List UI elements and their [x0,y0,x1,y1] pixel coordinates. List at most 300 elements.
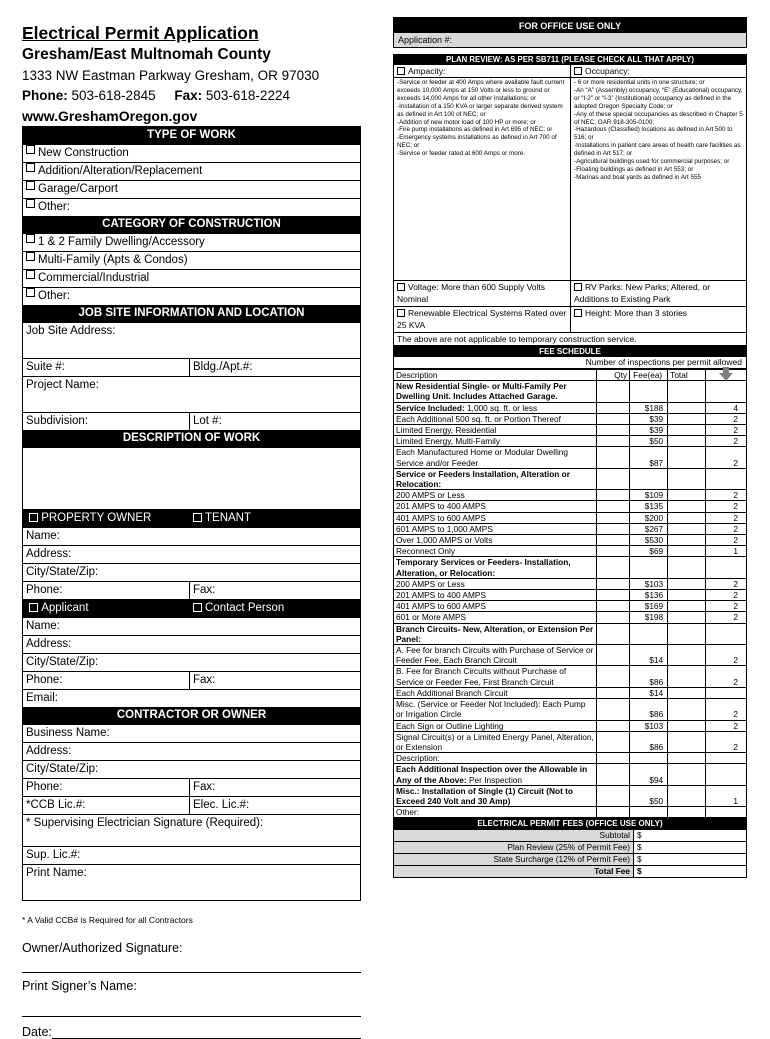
fee-each: $169 [630,601,668,612]
print-signer-line[interactable] [22,1003,361,1017]
fee-qty[interactable] [597,720,630,731]
surcharge-row: State Surcharge (12% of Permit Fee) $ [394,854,747,866]
subtotal-row: Subtotal $ [394,830,747,842]
fee-total[interactable] [668,402,706,413]
fee-total[interactable] [668,381,706,402]
tenant-option[interactable]: TENANT [190,510,360,527]
category-heading: CATEGORY OF CONSTRUCTION [23,216,360,233]
fee-each: $200 [630,512,668,523]
subdivision-field[interactable]: Subdivision: [26,413,190,430]
fee-qty[interactable] [597,590,630,601]
fee-description-bold: Service Included: [396,402,465,413]
fee-total[interactable] [668,535,706,546]
fee-total[interactable] [668,764,706,785]
inspections-allowed: 2 [706,578,747,589]
inspections-allowed: 2 [706,512,747,523]
fee-row [394,468,747,489]
contact-numbers [22,86,361,106]
fee-description: A. Fee for branch Circuits with Purchase of Service or Feeder Fee, Each Branch Circuit [394,645,597,666]
fee-description: Description: [394,753,597,764]
owner-name-field[interactable]: Name: [23,527,360,545]
fee-total[interactable] [668,785,706,806]
fee-row [394,523,747,534]
suite-row [23,358,360,376]
type-of-work-heading: TYPE OF WORK [23,127,360,144]
fee-total[interactable] [668,512,706,523]
inspections-allowed: 2 [706,699,747,720]
fee-row [394,720,747,731]
fee-total[interactable] [668,490,706,501]
renewable-row [393,307,747,333]
fee-each [630,381,668,402]
plan-review-note: The above are not applicable to temporary construction service. [393,333,747,346]
contractor-fax-field[interactable]: Fax: [193,781,216,793]
fee-rows [394,381,747,818]
fee-qty[interactable] [597,381,630,402]
fee-qty[interactable] [597,490,630,501]
fee-row [394,612,747,623]
inspections-allowed [706,807,747,818]
col-inspections [706,370,747,381]
office-section [393,17,747,878]
fee-description: Service Included: 1,000 sq. ft. or less [394,402,597,413]
checkbox[interactable] [26,181,35,190]
inspections-allowed: 2 [706,523,747,534]
fee-description: B. Fee for Branch Circuits without Purchase of Service or Feeder Fee, First Branch Circuit [394,666,597,687]
fee-description: Limited Energy, Residential [394,425,597,436]
renewable-option[interactable]: Renewable Electrical Systems Rated over 25 KVA [397,308,567,330]
type-addition[interactable]: Addition/Alteration/Replacement [23,162,360,180]
inspections-allowed: 2 [706,413,747,424]
total-value[interactable]: $ [634,866,747,878]
date-row [22,1025,361,1039]
owner-signature-label: Owner/Authorized Signature: [22,941,183,955]
type-garage[interactable]: Garage/Carport [23,180,360,198]
voltage-option[interactable]: Voltage: More than 600 Supply Volts Nominal [397,282,546,304]
permit-fees-table [393,829,747,878]
fee-qty[interactable] [597,666,630,687]
license-row [23,796,360,814]
fee-qty[interactable] [597,764,630,785]
inspections-allowed: 1 [706,785,747,806]
inspections-allowed: 2 [706,490,747,501]
checkbox[interactable] [29,513,38,522]
fee-each: $530 [630,535,668,546]
occupancy-option[interactable]: Occupancy: [570,65,746,77]
fee-row [394,601,747,612]
ampacity-option[interactable]: Ampacity: [394,65,570,77]
fee-row [394,807,747,818]
inspections-allowed: 2 [706,436,747,447]
job-site-heading: JOB SITE INFORMATION AND LOCATION [23,305,360,322]
ccb-note: * A Valid CCB# is Required for all Contractors [22,915,193,925]
fee-total[interactable] [668,699,706,720]
contractor-address-field[interactable]: Address: [23,742,360,760]
fee-total[interactable] [668,413,706,424]
plan-review-criteria [393,78,747,281]
checkbox[interactable] [397,67,405,75]
fee-row [394,764,747,785]
ampacity-item: -Addition of new motor load of 100 HP or more; or [397,118,536,126]
plan-review-header-row [393,65,747,78]
application-number-field[interactable]: Application #: [393,33,747,48]
business-name-field[interactable]: Business Name: [23,724,360,742]
fee-description: 601 or More AMPS [394,612,597,623]
occupancy-item: -Any of these special occupancies as described in Chapter 5 of NEC, OAR 918-305-0100; [574,110,743,126]
owner-fax-field[interactable]: Fax: [193,584,216,596]
checkbox[interactable] [26,270,35,279]
bldg-field[interactable]: Bldg./Apt.#: [193,361,253,373]
inspections-allowed [706,381,747,402]
category-family[interactable]: 1 & 2 Family Dwelling/Accessory [23,233,360,251]
fee-each: $86 [630,666,668,687]
contractor-phone-row [23,778,360,796]
fee-each [630,753,668,764]
sup-license-field[interactable]: Sup. Lic.#: [23,846,360,864]
inspections-allowed: 2 [706,612,747,623]
fee-qty[interactable] [597,425,630,436]
ccb-license-field[interactable]: *CCB Lic.#: [26,797,190,814]
fee-total[interactable] [668,687,706,698]
project-name-field[interactable]: Project Name: [23,376,360,412]
inspections-note: Number of inspections per permit allowed [393,357,747,369]
fee-total[interactable] [668,523,706,534]
fee-total[interactable] [668,753,706,764]
rv-parks-option[interactable]: RV Parks: New Parks; Altered, or Additions to Existing Park [570,281,746,306]
col-fee: Fee(ea) [630,370,668,381]
fee-row [394,687,747,698]
fee-each [630,468,668,489]
fee-each [630,623,668,644]
checkbox[interactable] [26,252,35,261]
fee-description: 401 AMPS to 600 AMPS [394,601,597,612]
date-line[interactable] [52,1025,361,1039]
fee-description: Each Additional Branch Circuit [394,687,597,698]
contractor-city-field[interactable]: City/State/Zip: [23,760,360,778]
inspections-allowed [706,764,747,785]
owner-signature-line[interactable] [22,959,361,973]
fee-total[interactable] [668,731,706,752]
occupancy-criteria [570,78,746,280]
checkbox[interactable] [29,603,38,612]
fee-description: Branch Circuits- New, Alteration, or Extension Per Panel: [394,623,597,644]
fee-each [630,557,668,578]
plan-review-value[interactable]: $ [634,842,747,854]
fee-qty[interactable] [597,557,630,578]
voltage-row [393,281,747,307]
inspections-allowed: 2 [706,731,747,752]
fee-qty[interactable] [597,687,630,698]
fee-description: Other: [394,807,597,818]
phone-label: Phone: [22,88,68,103]
checkbox[interactable] [574,67,582,75]
plan-review-heading: PLAN REVIEW: AS PER SB711 (PLEASE CHECK ALL THAT APPLY) [393,54,747,65]
fee-row [394,447,747,468]
applicant-fax-field[interactable]: Fax: [193,674,216,686]
fee-row [394,402,747,413]
inspections-allowed [706,557,747,578]
applicant-email-field[interactable]: Email: [23,689,360,707]
fee-each [630,807,668,818]
job-site-address-field[interactable]: Job Site Address: [23,322,360,358]
down-arrow-icon [719,373,733,381]
fee-each: $50 [630,436,668,447]
permit-fees-heading: ELECTRICAL PERMIT FEES (OFFICE USE ONLY) [393,818,747,829]
plan-review-row: Plan Review (25% of Permit Fee) $ [394,842,747,854]
left-form-table [22,126,361,901]
col-total: Total [668,370,706,381]
inspections-allowed: 2 [706,425,747,436]
fee-total[interactable] [668,720,706,731]
fee-total[interactable] [668,807,706,818]
fee-total[interactable] [668,612,706,623]
fee-total[interactable] [668,436,706,447]
contractor-heading: CONTRACTOR OR OWNER [23,707,360,724]
fee-row [394,645,747,666]
category-commercial[interactable]: Commercial/Industrial [23,269,360,287]
ampacity-item: -Installation of a 150 KVA or larger separate derived system as defined in Art 100 of NEC; or [397,102,563,118]
fee-description: Limited Energy, Multi-Family [394,436,597,447]
office-use-heading: FOR OFFICE USE ONLY [393,17,747,33]
checkbox[interactable] [397,309,405,317]
owner-city-field[interactable]: City/State/Zip: [23,563,360,581]
applicant-city-field[interactable]: City/State/Zip: [23,653,360,671]
fee-qty[interactable] [597,753,630,764]
inspections-allowed: 2 [706,666,747,687]
col-description: Description [394,370,597,381]
date-label: Date: [22,1025,52,1039]
fee-qty[interactable] [597,402,630,413]
fee-each: $198 [630,612,668,623]
fee-total[interactable] [668,546,706,557]
inspections-allowed: 1 [706,546,747,557]
description-field[interactable] [23,447,360,509]
fee-each: $86 [630,731,668,752]
checkbox[interactable] [26,145,35,154]
fee-row [394,557,747,578]
checkbox[interactable] [193,513,202,522]
fee-total[interactable] [668,623,706,644]
inspections-allowed [706,468,747,489]
fee-total[interactable] [668,590,706,601]
fee-qty[interactable] [597,535,630,546]
fee-row [394,436,747,447]
fee-schedule-table [393,369,747,818]
inspections-allowed: 2 [706,535,747,546]
fax-number: 503-618-2224 [205,88,290,103]
fee-qty[interactable] [597,623,630,644]
fee-description: 200 AMPS or Less [394,578,597,589]
fee-each: $103 [630,578,668,589]
fee-total[interactable] [668,501,706,512]
fee-each: $188 [630,402,668,413]
fee-qty[interactable] [597,645,630,666]
fee-qty[interactable] [597,612,630,623]
occupancy-item: -Agricultural buildings used for commercial purposes; or [574,158,730,166]
fee-each: $87 [630,447,668,468]
fee-description-bold: Each Additional Inspection over the Allowable in Any of the Above: [396,764,588,785]
fee-row [394,546,747,557]
fee-total[interactable] [668,666,706,687]
fee-each: $135 [630,501,668,512]
checkbox[interactable] [26,234,35,243]
inspections-allowed [706,623,747,644]
fee-each: $103 [630,720,668,731]
occupancy-item: -An “A” (Assembly) occupancy, “E” (Educational) occupancy, or “I-2” or “I-3” (Institutional) occupancy as defined in the adopted Oregon Specialty Code; or [574,86,743,110]
fee-description: Each Additional Inspection over the Allowable in Any of the Above: Per Inspection [394,764,597,785]
owner-address-field[interactable]: Address: [23,545,360,563]
category-other[interactable]: Other: [23,287,360,305]
total-row: Total Fee $ [394,866,747,878]
checkbox[interactable] [26,199,35,208]
fee-qty[interactable] [597,523,630,534]
fee-each: $109 [630,490,668,501]
subdivision-row [23,412,360,430]
fee-total[interactable] [668,425,706,436]
fee-total[interactable] [668,557,706,578]
fee-table-header [394,370,747,381]
elec-license-field[interactable]: Elec. Lic.#: [193,799,250,811]
suite-field[interactable]: Suite #: [26,359,190,376]
fee-qty[interactable] [597,468,630,489]
owner-type-row [23,509,360,527]
county-name: Gresham/East Multnomah County [22,46,271,63]
fee-description: 200 AMPS or Less [394,490,597,501]
fee-qty[interactable] [597,512,630,523]
fee-row [394,425,747,436]
fee-description: 201 AMPS to 400 AMPS [394,590,597,601]
applicant-phone-row [23,671,360,689]
surcharge-value[interactable]: $ [634,854,747,866]
applicant-type-row [23,599,360,617]
fee-row [394,590,747,601]
ampacity-item: -Emergency systems installations as defined in Art 700 of NEC; or [397,134,557,150]
applicant-phone-field[interactable]: Phone: [26,672,190,689]
subtotal-value[interactable]: $ [634,830,747,842]
checkbox[interactable] [574,309,582,317]
fee-row [394,731,747,752]
office-address: 1333 NW Eastman Parkway Gresham, OR 97030 [22,68,320,83]
fee-qty[interactable] [597,699,630,720]
ampacity-item: -Fire pump installations as defined in Art 695 of NEC; or [397,126,553,134]
fee-each: $136 [630,590,668,601]
fee-total[interactable] [668,578,706,589]
inspections-allowed: 2 [706,447,747,468]
fee-description: Temporary Services or Feeders- Installation, Alteration, or Relocation: [394,557,597,578]
fee-each: $50 [630,785,668,806]
fee-each: $39 [630,413,668,424]
description-heading: DESCRIPTION OF WORK [23,430,360,447]
fee-qty[interactable] [597,501,630,512]
fee-row [394,490,747,501]
lot-field[interactable]: Lot #: [193,415,222,427]
fee-qty[interactable] [597,731,630,752]
checkbox[interactable] [193,603,202,612]
fee-row [394,535,747,546]
category-multifamily[interactable]: Multi-Family (Apts & Condos) [23,251,360,269]
fee-description: Misc.: Installation of Single (1) Circuit (Not to Exceed 240 Volt and 30 Amp) [394,785,597,806]
fee-description: Service or Feeders Installation, Alteration or Relocation: [394,468,597,489]
inspections-allowed [706,753,747,764]
fee-description: Each Manufactured Home or Modular Dwelling Service and/or Feeder [394,447,597,468]
checkbox[interactable] [26,163,35,172]
fee-each: $39 [630,425,668,436]
owner-phone-field[interactable]: Phone: [26,582,190,599]
print-signer-label: Print Signer’s Name: [22,979,137,993]
applicant-section [22,22,361,1039]
fee-qty[interactable] [597,447,630,468]
form-title: Electrical Permit Application [22,23,259,43]
fee-qty[interactable] [597,601,630,612]
fee-qty[interactable] [597,578,630,589]
fee-total[interactable] [668,601,706,612]
applicant-address-field[interactable]: Address: [23,635,360,653]
col-qty: Qty [597,370,630,381]
fee-row [394,666,747,687]
fee-description: Each Sign or Outline Lighting [394,720,597,731]
fee-description: Over 1,000 AMPS or Volts [394,535,597,546]
fee-description: Signal Circuit(s) or a Limited Energy Panel, Alteration, or Extension [394,731,597,752]
fee-description: Each Additional 500 sq. ft. or Portion Thereof [394,413,597,424]
fee-each: $14 [630,687,668,698]
fee-row [394,578,747,589]
checkbox[interactable] [26,288,35,297]
contact-person-option[interactable]: Contact Person [190,600,360,617]
fee-qty[interactable] [597,807,630,818]
fee-total[interactable] [668,447,706,468]
applicant-option[interactable]: Applicant [26,600,190,617]
ampacity-item: -Service or feeder rated at 600 Amps or more. [397,150,526,158]
occupancy-item: -Hazardous (Classified) locations as defined in Art 500 to 516; or [574,126,733,142]
property-owner-option[interactable]: PROPERTY OWNER [26,510,190,527]
applicant-name-field[interactable]: Name: [23,617,360,635]
type-other[interactable]: Other: [23,198,360,216]
phone-number: 503-618-2845 [71,88,156,103]
fee-qty[interactable] [597,785,630,806]
inspections-allowed: 2 [706,501,747,512]
type-new-construction[interactable]: New Construction [23,144,360,162]
print-name-field[interactable]: Print Name: [23,864,360,900]
inspections-allowed: 2 [706,601,747,612]
electrician-signature-field[interactable]: * Supervising Electrician Signature (Required): [23,814,360,846]
inspections-allowed: 2 [706,645,747,666]
fee-each: $86 [630,699,668,720]
fee-row [394,512,747,523]
owner-phone-row [23,581,360,599]
fee-each: $267 [630,523,668,534]
inspections-allowed: 2 [706,590,747,601]
website[interactable]: www.GreshamOregon.gov [22,108,198,124]
checkbox[interactable] [397,283,405,291]
fee-qty[interactable] [597,436,630,447]
fee-row [394,623,747,644]
fee-schedule-heading: FEE SCHEDULE [393,346,747,357]
inspections-allowed [706,687,747,698]
height-option[interactable]: Height: More than 3 stories [570,307,746,332]
fee-description: Reconnect Only [394,546,597,557]
contractor-phone-field[interactable]: Phone: [26,779,190,796]
fee-qty[interactable] [597,413,630,424]
fee-total[interactable] [668,645,706,666]
fee-row [394,753,747,764]
fee-total[interactable] [668,468,706,489]
fee-row [394,699,747,720]
fee-description: Misc. (Service or Feeder Not Included): Each Pump or Irrigation Circle [394,699,597,720]
fee-qty[interactable] [597,546,630,557]
occupancy-item: -Marinas and boat yards as defined in Art 555 [574,173,702,181]
occupancy-item: - 6 or more residential units in one structure; or [574,79,705,86]
checkbox[interactable] [574,283,582,291]
